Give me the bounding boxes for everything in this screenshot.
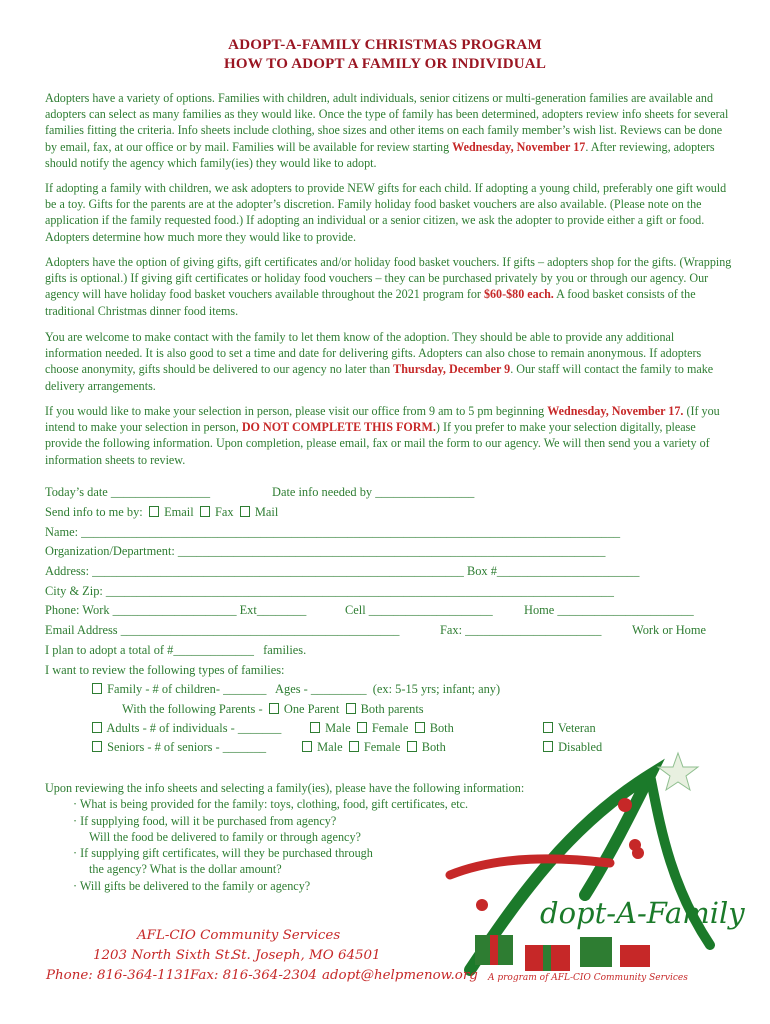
both-label: Both — [421, 740, 446, 754]
gift-ribbon-icon — [543, 945, 551, 971]
seniors-female-checkbox[interactable] — [349, 741, 359, 752]
family-children-label: Family - # of children- _______ Ages - _________ (ex: 5-15 yrs; infant; any) — [107, 682, 501, 696]
phone-work-field[interactable]: Phone: Work ____________________ Ext________ — [45, 603, 307, 617]
family-children-row — [92, 682, 500, 697]
paragraph-gifts: If adopting a family with children, we ask adopters to provide NEW gifts for each child. If adopting a young child, preferably one gift would be a toy. Gifts for the parents are at the adopter’s discretion. Family holiday food basket vouchers are also available. (Please note on the application if the family requested food.) If adopting an individual or a senior citizen, we ask the adopter to provide either a gift or food. Adopters determine how much more they would like to provide. — [45, 181, 727, 244]
paragraph-vouchers — [45, 254, 733, 319]
email-checkbox[interactable] — [149, 506, 159, 517]
page-title: ADOPT-A-FAMILY CHRISTMAS PROGRAM — [228, 37, 542, 53]
fax-checkbox[interactable] — [200, 506, 210, 517]
seniors-male-checkbox[interactable] — [302, 741, 312, 752]
ornament-icon — [476, 899, 488, 911]
paragraph-text: (If you intend to make your selection in person, — [45, 404, 720, 435]
send-info-row — [45, 505, 278, 520]
female-label: Female — [363, 740, 401, 754]
one-parent-label: One Parent — [283, 702, 340, 716]
phone-cell-field[interactable]: Cell ____________________ — [345, 603, 493, 617]
logo-tagline: A program of AFL-CIO Community Services — [488, 973, 688, 983]
paragraph-text: You are welcome to make contact with the family to let them know of the adoption. They should be able to provide any additional information needed. It is also good to set a time and date for delivering gifts. Adopters can also chose to remain anonymous. If adopters choose anonymity, gifts should be delivered to our agency no later than — [45, 330, 702, 377]
street-address: 1203 North Sixth St. — [93, 948, 234, 963]
paragraph-text: . Our staff will contact the family to make delivery arrangements. — [45, 362, 714, 393]
fax-number: Fax: 816-364-2304 — [190, 968, 317, 983]
adults-female-checkbox[interactable] — [357, 722, 367, 733]
org-name: AFL-CIO Community Services — [137, 928, 341, 943]
paragraph-text: . After reviewing, adopters should notify the agency which family(ies) they would like to adopt. — [45, 139, 715, 170]
paragraph-text: Adopters have a variety of options. Families with children, adult individuals, senior citizens or multi-generation families are available and adopters can select as many families as they would like. Once the type of family has been determined, adopters review info sheets for several families fitting the criteria. Info sheets include clothing, shoe sizes and other items on each family member’s wish list. Reviews can be done by email, fax, at our office or by mail. Families will be available for review starting — [45, 91, 729, 154]
phone-home-field[interactable]: Home ______________________ — [524, 603, 694, 617]
adults-both-checkbox[interactable] — [415, 722, 425, 733]
paragraph-text: If you would like to make your selection in person, please visit our office from 9 am to 5 pm beginning — [45, 404, 548, 418]
male-label: Male — [317, 740, 343, 754]
parents-row — [122, 702, 424, 717]
review-types-label: I want to review the following types of families: — [45, 663, 285, 677]
email-option-label: Email — [164, 505, 194, 519]
city-zip-field[interactable]: City & Zip: __________________________________________________________________________________ — [45, 584, 614, 598]
gift-icon — [620, 945, 650, 967]
both-label: Both — [429, 721, 454, 735]
both-parents-label: Both parents — [360, 702, 424, 716]
veteran-row — [543, 721, 596, 736]
todays-date-field[interactable]: Today’s date ________________ — [45, 485, 211, 499]
work-or-home-label: Work or Home — [632, 623, 707, 637]
highlight-price: $60-$80 each. — [483, 287, 554, 302]
veteran-label: Veteran — [557, 721, 596, 735]
veteran-checkbox[interactable] — [543, 722, 553, 733]
email-address-field[interactable]: Email Address _____________________________________________ — [45, 623, 400, 637]
list-item: · What is being provided for the family: toys, clothing, food, gift certificates, etc. — [73, 797, 469, 812]
list-item-sub: Will the food be delivered to family or through agency? — [89, 829, 361, 844]
list-item: · If supplying gift certificates, will they be purchased through — [73, 846, 373, 861]
info-bullets — [45, 780, 524, 894]
list-item-sub: the agency? What is the dollar amount? — [89, 862, 282, 877]
parents-label: With the following Parents - — [122, 702, 263, 716]
address-field[interactable]: Address: ____________________________________________________________ Box #_______________________ — [45, 564, 640, 578]
paragraph-options — [45, 90, 733, 171]
one-parent-checkbox[interactable] — [269, 703, 279, 714]
page-subtitle: HOW TO ADOPT A FAMILY OR INDIVIDUAL — [223, 56, 547, 72]
gift-icon — [580, 937, 612, 967]
highlight-date: Wednesday, November 17 — [452, 139, 586, 154]
both-parents-checkbox[interactable] — [346, 703, 356, 714]
adults-gender-row — [310, 721, 454, 736]
adults-male-checkbox[interactable] — [310, 722, 320, 733]
ornament-icon — [618, 798, 632, 812]
fax-option-label: Fax — [214, 505, 234, 519]
city-address: St. Joseph, MO 64501 — [232, 948, 381, 963]
organization-field[interactable]: Organization/Department: _____________________________________________________________________ — [45, 544, 606, 558]
star-icon — [658, 753, 698, 790]
paragraph-text: Adopters have the option of giving gifts, gift certificates and/or holiday food basket vouchers. If gifts – adopters shop for the gifts. (Wrapping gifts is optional.) If giving gift certificates or holiday food vouchers – they can be purchased privately by you or through our agency. Our agency will have holiday food basket vouchers available throughout the 2021 program for — [45, 255, 732, 302]
adults-row — [92, 721, 281, 736]
list-item: · If supplying food, will it be purchased from agency? — [73, 813, 337, 828]
female-label: Female — [371, 721, 409, 735]
adults-label: Adults - # of individuals - _______ — [106, 721, 282, 735]
highlight-deadline: Thursday, December 9 — [393, 362, 511, 377]
paragraph-contact-family — [45, 329, 733, 394]
mail-option-label: Mail — [254, 505, 279, 519]
seniors-label: Seniors - # of seniors - _______ — [107, 740, 267, 754]
send-info-label: Send info to me by: — [45, 505, 143, 519]
highlight-warning: DO NOT COMPLETE THIS FORM. — [241, 420, 436, 435]
family-checkbox[interactable] — [92, 683, 102, 694]
seniors-checkbox[interactable] — [92, 741, 102, 752]
list-item: · Will gifts be delivered to the family or agency? — [73, 878, 311, 893]
fax-field[interactable]: Fax: ______________________ — [440, 623, 602, 637]
gift-ribbon-icon — [490, 935, 498, 965]
paragraph-text: A food basket consists of the traditional Christmas dinner food items. — [45, 287, 696, 318]
male-label: Male — [325, 721, 351, 735]
mail-checkbox[interactable] — [240, 506, 250, 517]
adults-checkbox[interactable] — [92, 722, 102, 733]
ornament-icon — [632, 847, 644, 859]
name-field[interactable]: Name: _______________________________________________________________________________________ — [45, 525, 621, 539]
date-needed-field[interactable]: Date info needed by ________________ — [272, 485, 475, 499]
disabled-label: Disabled — [558, 740, 603, 754]
paragraph-selection — [45, 403, 733, 468]
phone-number: Phone: 816-364-1131 — [46, 968, 192, 983]
paragraph-text: ) If you prefer to make your selection digitally, please provide the following information. Upon completion, please email, fax or mail the form to our agency. We will then send you a variety of information sheets to review. — [45, 420, 710, 467]
bullets-intro: Upon reviewing the info sheets and selecting a family(ies), please have the following information: — [45, 781, 525, 795]
seniors-row — [92, 740, 266, 755]
families-count-field[interactable]: I plan to adopt a total of #_____________ families. — [45, 643, 307, 657]
logo-wordmark: dopt-A-Family — [540, 896, 745, 930]
email-link[interactable]: adopt@helpmenow.org — [322, 968, 478, 983]
highlight-date: Wednesday, November 17. — [547, 404, 684, 418]
